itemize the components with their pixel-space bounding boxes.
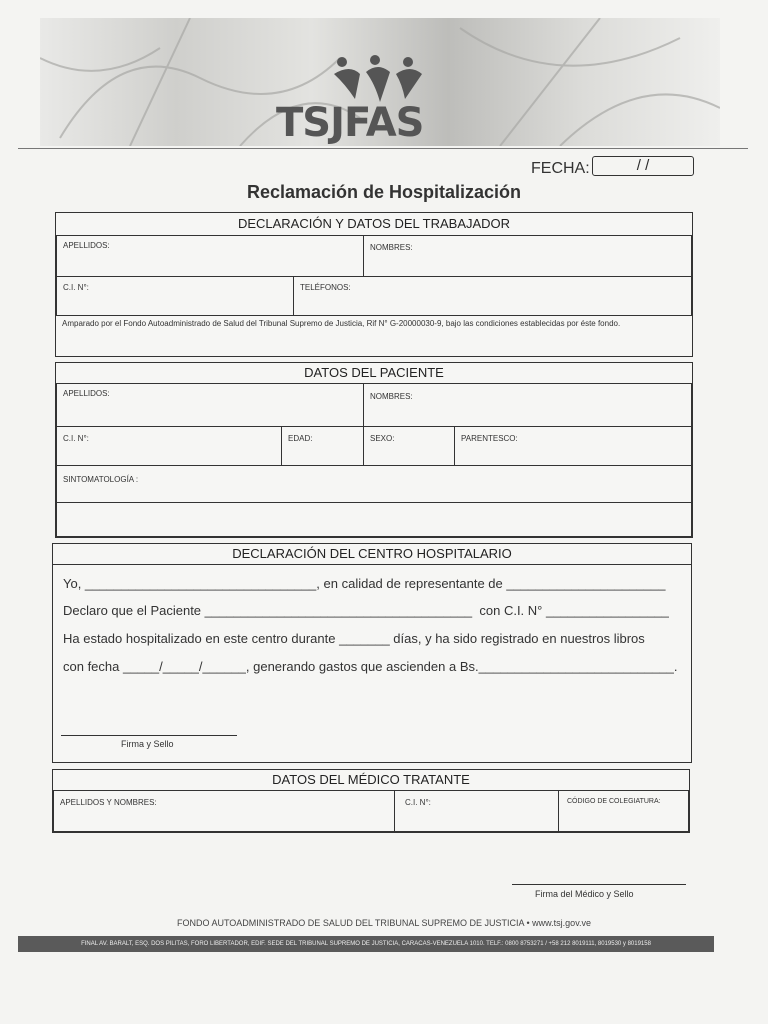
medico-ci-field[interactable]	[394, 790, 559, 832]
field-label: C.I. N°:	[63, 434, 89, 443]
paciente-nombres-field[interactable]	[363, 383, 692, 427]
firma-medico-line[interactable]	[512, 884, 686, 885]
telefonos-field[interactable]	[293, 276, 692, 316]
field-label: PARENTESCO:	[461, 434, 518, 443]
field-label: APELLIDOS Y NOMBRES:	[60, 798, 157, 807]
field-label: CÓDIGO DE COLEGIATURA:	[567, 798, 661, 805]
section-heading: DATOS DEL MÉDICO TRATANTE	[53, 770, 689, 791]
field-label: TELÉFONOS:	[300, 283, 351, 292]
firma-label: Firma y Sello	[121, 739, 174, 749]
section-paciente	[55, 362, 693, 538]
section-heading: DATOS DEL PACIENTE	[56, 363, 692, 384]
amparo-note: Amparado por el Fondo Autoadministrado de Salud del Tribunal Supremo de Justicia, Rif N° G-20000030-9, bajo las condiciones establecidas por éste fondo.	[62, 319, 621, 328]
codigo-colegiatura-field[interactable]	[558, 790, 689, 832]
field-label: SEXO:	[370, 434, 395, 443]
sintomatologia-extra-field[interactable]	[56, 502, 692, 537]
nombres-field[interactable]	[363, 235, 692, 277]
logo-figures-icon	[330, 54, 425, 106]
declaration-line-3: Ha estado hospitalizado en este centro durante _______ días, y ha sido registrado en nuestros libros	[63, 631, 645, 646]
section-trabajador	[55, 212, 693, 357]
page-title: Reclamación de Hospitalización	[246, 182, 522, 202]
fecha-label: FECHA:	[531, 160, 590, 177]
field-label: NOMBRES:	[370, 392, 413, 401]
edad-field[interactable]	[281, 426, 364, 466]
field-label: C.I. N°:	[63, 283, 89, 292]
field-label: SINTOMATOLOGÍA :	[63, 475, 139, 484]
section-centro	[52, 543, 692, 763]
section-heading: DECLARACIÓN Y DATOS DEL TRABAJADOR	[56, 213, 692, 236]
field-label: APELLIDOS:	[63, 389, 110, 398]
declaration-line-2: Declaro que el Paciente _____________________________________ con C.I. N° _________________	[63, 603, 669, 618]
medico-nombres-field[interactable]	[53, 790, 395, 832]
firma-medico-label: Firma del Médico y Sello	[535, 889, 634, 899]
declaration-line-1: Yo, ________________________________, en calidad de representante de ______________________	[63, 576, 666, 591]
paciente-apellidos-field[interactable]	[56, 383, 364, 427]
declaration-line-4: con fecha _____/_____/______, generando gastos que ascienden a Bs.___________________________.	[63, 659, 678, 674]
field-label: EDAD:	[288, 434, 313, 443]
logo-text: TSJFAS	[276, 100, 424, 146]
field-label: C.I. N°:	[405, 798, 431, 807]
field-label: NOMBRES:	[370, 243, 413, 252]
header-divider	[18, 148, 748, 149]
footer-organization: FONDO AUTOADMINISTRADO DE SALUD DEL TRIBUNAL SUPREMO DE JUSTICIA • www.tsj.gov.ve	[176, 918, 592, 928]
paciente-ci-field[interactable]	[56, 426, 282, 466]
section-medico	[52, 769, 690, 833]
apellidos-field[interactable]	[56, 235, 364, 277]
field-label: APELLIDOS:	[63, 241, 110, 250]
footer-address: FINAL AV. BARALT, ESQ. DOS PILITAS, FORO LIBERTADOR, EDIF. SEDE DEL TRIBUNAL SUPREMO DE JUSTICIA, CARACAS-VENEZUELA 1010. TELF.: 0800 8753271 / +58 212 8019111, 8019530 y 8019158	[18, 936, 714, 952]
sintomatologia-field[interactable]	[56, 465, 692, 503]
section-heading: DECLARACIÓN DEL CENTRO HOSPITALARIO	[53, 544, 691, 565]
fecha-field[interactable]: / /	[592, 156, 694, 176]
ci-field[interactable]	[56, 276, 294, 316]
parentesco-field[interactable]	[454, 426, 692, 466]
firma-line[interactable]	[61, 735, 237, 736]
sexo-field[interactable]	[363, 426, 455, 466]
